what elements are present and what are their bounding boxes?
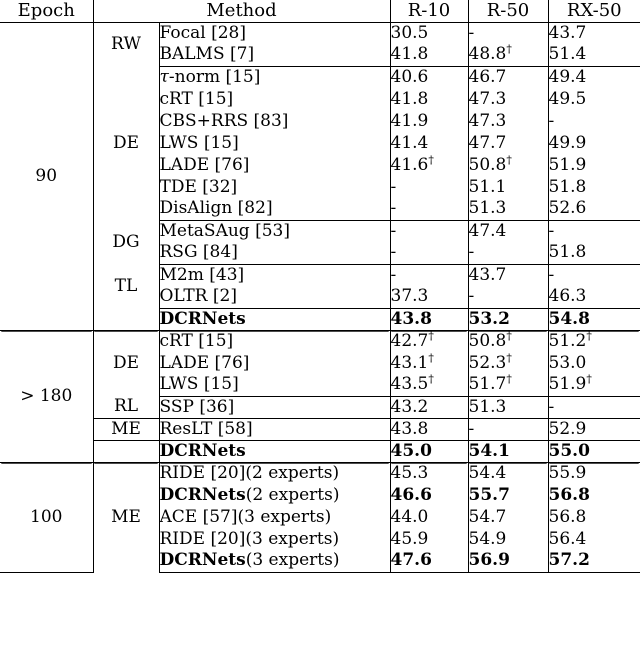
column-header-rx50: RX-50 <box>548 0 640 22</box>
score-r50: - <box>468 418 548 440</box>
score-r10: 40.6 <box>390 66 468 88</box>
score-rx50: 51.4 <box>548 44 640 66</box>
score-r10: - <box>390 176 468 198</box>
score-r50: 51.3 <box>468 198 548 220</box>
score-r50: - <box>468 22 548 44</box>
method-name: cRT [15] <box>159 330 390 352</box>
epoch-label: 90 <box>0 22 93 330</box>
score-r50: - <box>468 286 548 308</box>
score-r10: 43.5† <box>390 374 468 396</box>
dagger-marker: † <box>506 42 512 56</box>
method-group-label: RW <box>93 22 159 66</box>
method-group-label: ME <box>93 418 159 440</box>
score-r50: 51.7† <box>468 374 548 396</box>
epoch-label: 100 <box>0 462 93 572</box>
table-row <box>0 418 640 440</box>
method-name: RIDE [20](3 experts) <box>159 528 390 550</box>
score-rx50: - <box>548 220 640 242</box>
score-r10: 45.3 <box>390 462 468 484</box>
method-name: DCRNets <box>159 308 390 330</box>
method-group-label: DE <box>93 330 159 396</box>
score-rx50: 55.9 <box>548 462 640 484</box>
score-r10: 41.4 <box>390 132 468 154</box>
score-r10: 41.8 <box>390 44 468 66</box>
method-name: LWS [15] <box>159 374 390 396</box>
table-row <box>0 66 640 88</box>
method-name: ResLT [58] <box>159 418 390 440</box>
method-name: LADE [76] <box>159 154 390 176</box>
score-rx50: 52.9 <box>548 418 640 440</box>
score-rx50: 56.4 <box>548 528 640 550</box>
score-rx50: 52.6 <box>548 198 640 220</box>
dagger-marker: † <box>586 329 592 343</box>
method-name: RIDE [20](2 experts) <box>159 462 390 484</box>
score-r10: 43.8 <box>390 308 468 330</box>
score-rx50: 51.2† <box>548 330 640 352</box>
score-r10: 41.6† <box>390 154 468 176</box>
score-r50: 52.3† <box>468 352 548 374</box>
method-group-label: RL <box>93 396 159 418</box>
method-name: ACE [57](3 experts) <box>159 506 390 528</box>
score-rx50: 49.4 <box>548 66 640 88</box>
method-group-label <box>93 440 159 462</box>
dagger-marker: † <box>506 350 512 364</box>
score-r50: 50.8† <box>468 154 548 176</box>
score-rx50: 49.9 <box>548 132 640 154</box>
method-group-label <box>93 308 159 330</box>
dagger-marker: † <box>428 372 434 386</box>
method-name: cRT [15] <box>159 88 390 110</box>
score-r10: 45.9 <box>390 528 468 550</box>
table-row <box>0 22 640 44</box>
method-name: LWS [15] <box>159 132 390 154</box>
method-group-label: TL <box>93 264 159 308</box>
score-rx50: 54.8 <box>548 308 640 330</box>
method-name: τ-norm [15] <box>159 66 390 88</box>
method-name: MetaSAug [53] <box>159 220 390 242</box>
method-name: TDE [32] <box>159 176 390 198</box>
score-r10: - <box>390 198 468 220</box>
score-rx50: 51.8 <box>548 242 640 264</box>
score-r50: 54.9 <box>468 528 548 550</box>
score-r10: 37.3 <box>390 286 468 308</box>
table-row <box>0 440 640 462</box>
method-name: DCRNets(2 experts) <box>159 484 390 506</box>
score-r50: - <box>468 242 548 264</box>
method-name: DisAlign [82] <box>159 198 390 220</box>
method-name: RSG [84] <box>159 242 390 264</box>
table-row <box>0 396 640 418</box>
score-rx50: 51.9 <box>548 154 640 176</box>
score-r50: 56.9 <box>468 550 548 572</box>
score-rx50: 56.8 <box>548 506 640 528</box>
dagger-marker: † <box>428 329 434 343</box>
method-group-label: DG <box>93 220 159 264</box>
score-r10: 46.6 <box>390 484 468 506</box>
score-rx50: - <box>548 110 640 132</box>
score-rx50: - <box>548 396 640 418</box>
score-r50: 54.7 <box>468 506 548 528</box>
method-name: CBS+RRS [83] <box>159 110 390 132</box>
score-r10: - <box>390 220 468 242</box>
column-header-r10: R-10 <box>390 0 468 22</box>
score-r10: 45.0 <box>390 440 468 462</box>
score-r10: 42.7† <box>390 330 468 352</box>
method-group-label: DE <box>93 66 159 220</box>
dagger-marker: † <box>428 152 434 166</box>
score-r50: 46.7 <box>468 66 548 88</box>
score-rx50: 56.8 <box>548 484 640 506</box>
score-r50: 54.4 <box>468 462 548 484</box>
table-row <box>0 264 640 286</box>
score-r50: 51.1 <box>468 176 548 198</box>
method-group-label: ME <box>93 462 159 572</box>
method-name: LADE [76] <box>159 352 390 374</box>
score-r50: 48.8† <box>468 44 548 66</box>
score-r10: 30.5 <box>390 22 468 44</box>
score-r50: 55.7 <box>468 484 548 506</box>
score-r10: 41.8 <box>390 88 468 110</box>
score-r10: - <box>390 242 468 264</box>
score-r50: 43.7 <box>468 264 548 286</box>
score-rx50: 53.0 <box>548 352 640 374</box>
score-r10: 43.2 <box>390 396 468 418</box>
epoch-label: > 180 <box>0 330 93 462</box>
score-r50: 50.8† <box>468 330 548 352</box>
score-r10: 44.0 <box>390 506 468 528</box>
column-header-epoch: Epoch <box>0 0 93 22</box>
dagger-marker: † <box>506 329 512 343</box>
dagger-marker: † <box>428 350 434 364</box>
method-name: DCRNets(3 experts) <box>159 550 390 572</box>
table-body <box>0 22 640 572</box>
table-row <box>0 308 640 330</box>
score-rx50: 46.3 <box>548 286 640 308</box>
dagger-marker: † <box>506 372 512 386</box>
score-r50: 47.7 <box>468 132 548 154</box>
score-r10: 43.8 <box>390 418 468 440</box>
score-r50: 47.4 <box>468 220 548 242</box>
method-name: DCRNets <box>159 440 390 462</box>
score-r10: - <box>390 264 468 286</box>
column-header-r50: R-50 <box>468 0 548 22</box>
score-rx50: 49.5 <box>548 88 640 110</box>
table-header <box>0 0 640 22</box>
method-name: M2m [43] <box>159 264 390 286</box>
score-r50: 47.3 <box>468 88 548 110</box>
table-row <box>0 220 640 242</box>
method-name: SSP [36] <box>159 396 390 418</box>
score-rx50: 51.9† <box>548 374 640 396</box>
score-rx50: 43.7 <box>548 22 640 44</box>
column-header-method: Method <box>93 0 390 22</box>
score-r10: 41.9 <box>390 110 468 132</box>
score-rx50: 51.8 <box>548 176 640 198</box>
score-r50: 51.3 <box>468 396 548 418</box>
header-row <box>0 0 640 22</box>
table-row <box>0 462 640 484</box>
dagger-marker: † <box>506 152 512 166</box>
dagger-marker: † <box>586 372 592 386</box>
method-name: BALMS [7] <box>159 44 390 66</box>
score-r10: 43.1† <box>390 352 468 374</box>
score-r50: 53.2 <box>468 308 548 330</box>
method-name: OLTR [2] <box>159 286 390 308</box>
score-rx50: 57.2 <box>548 550 640 572</box>
score-r50: 47.3 <box>468 110 548 132</box>
score-r10: 47.6 <box>390 550 468 572</box>
score-r50: 54.1 <box>468 440 548 462</box>
score-rx50: - <box>548 264 640 286</box>
table-row <box>0 330 640 352</box>
score-rx50: 55.0 <box>548 440 640 462</box>
method-name: Focal [28] <box>159 22 390 44</box>
